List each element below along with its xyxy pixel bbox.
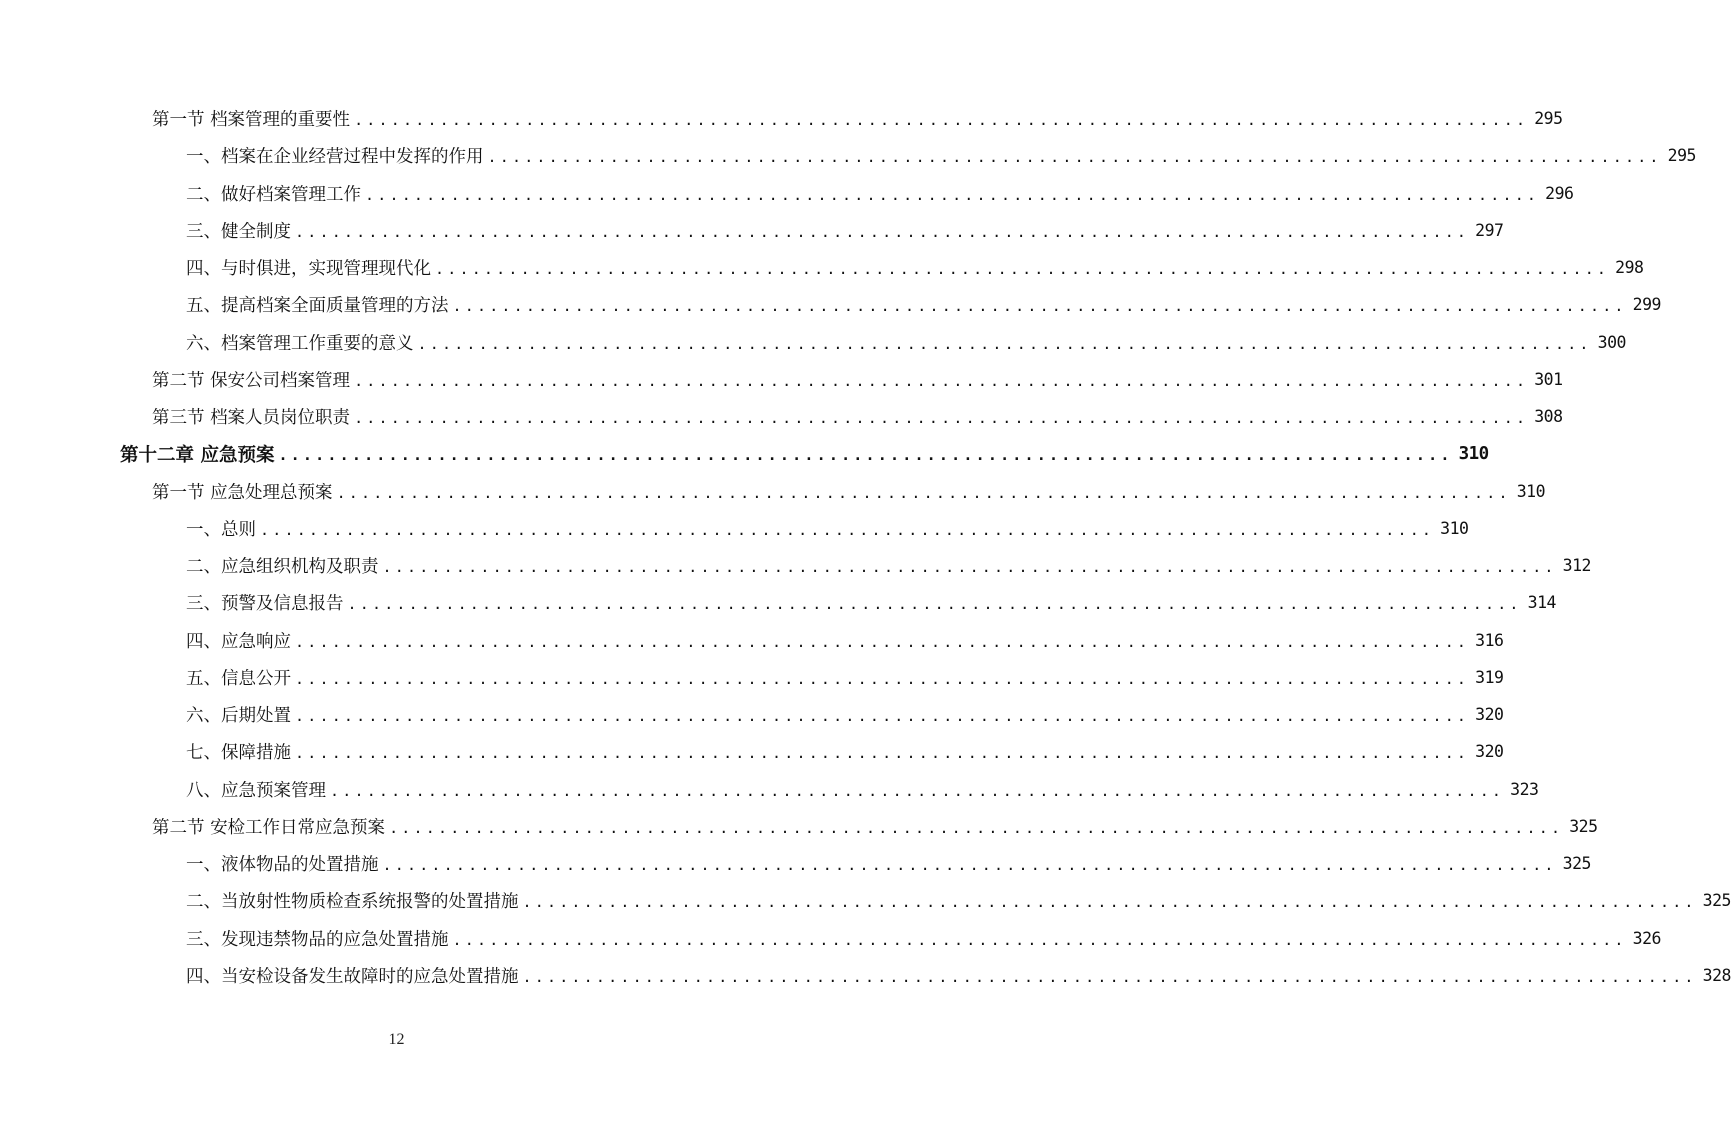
toc-entry-page: 296 [1545, 183, 1574, 203]
dot-leader: ................................................................................................ [452, 930, 1627, 949]
dot-leader: ................................................................................................ [522, 967, 1697, 986]
toc-entry-title: 三、预警及信息报告 [186, 590, 348, 615]
toc-entry-page: 312 [1562, 556, 1591, 576]
toc-entry[interactable] [0, 659, 1504, 696]
toc-entry-page: 295 [1667, 146, 1696, 166]
toc-entry-page: 326 [1632, 928, 1661, 948]
dot-leader: ................................................................................................ [347, 595, 1522, 614]
toc-entry[interactable] [0, 249, 1644, 286]
toc-entry-title: 第一节 档案管理的重要性 [152, 106, 354, 131]
dot-leader: ................................................................................................ [330, 781, 1505, 800]
dot-leader: ................................................................................................ [365, 185, 1540, 204]
toc-entry-title: 一、总则 [186, 516, 260, 541]
toc-entry-title: 八、应急预案管理 [186, 777, 330, 802]
toc-entry-title: 二、应急组织机构及职责 [186, 553, 383, 578]
toc-entry[interactable] [0, 808, 1598, 845]
dot-leader: ................................................................................................ [354, 409, 1529, 428]
toc-entry-title: 一、液体物品的处置措施 [186, 851, 383, 876]
toc-entry-page: 310 [1516, 481, 1546, 501]
toc-entry[interactable] [0, 212, 1504, 249]
dot-leader: ................................................................................................ [260, 520, 1435, 539]
toc-entry-page: 316 [1475, 630, 1504, 650]
dot-leader: ................................................................................................ [295, 744, 1470, 763]
toc-entry-page: 295 [1534, 109, 1563, 129]
toc-entry-title: 第二节 保安公司档案管理 [152, 367, 354, 392]
toc-entry-title: 第三节 档案人员岗位职责 [152, 404, 354, 429]
toc-entry-page: 297 [1475, 220, 1504, 240]
dot-leader: ................................................................................................ [435, 260, 1610, 279]
toc-entry[interactable] [0, 361, 1563, 398]
dot-leader: ................................................................................................ [295, 222, 1470, 241]
dot-leader: ................................................................................................ [522, 893, 1697, 912]
toc-entry[interactable] [0, 771, 1539, 808]
dot-leader: ................................................................................................ [295, 707, 1470, 726]
dot-leader: ................................................................................................ [382, 558, 1557, 577]
toc-entry[interactable] [0, 584, 1556, 621]
toc-entry-page: 323 [1510, 779, 1539, 799]
toc-entry-page: 310 [1458, 443, 1489, 464]
toc-entry-page: 308 [1534, 407, 1563, 427]
toc-entry-page: 314 [1527, 593, 1556, 613]
toc-entry[interactable] [0, 622, 1504, 659]
toc-entry-title: 五、信息公开 [186, 665, 295, 690]
toc-entry-page: 300 [1597, 332, 1626, 352]
toc-entry-page: 320 [1475, 742, 1504, 762]
dot-leader: ................................................................................................ [417, 334, 1592, 353]
toc-entry-title: 二、做好档案管理工作 [186, 181, 365, 206]
toc-entry-title: 三、发现违禁物品的应急处置措施 [186, 926, 453, 951]
toc-entry[interactable] [0, 175, 1574, 212]
toc-entry-title: 六、后期处置 [186, 702, 295, 727]
toc-entry-page: 325 [1562, 854, 1591, 874]
toc-entry[interactable] [0, 957, 1731, 994]
toc-entry-title: 一、档案在企业经营过程中发挥的作用 [186, 143, 488, 168]
toc-entry-title: 五、提高档案全面质量管理的方法 [186, 292, 453, 317]
page-number: 12 [388, 1031, 405, 1048]
toc-entry-page: 328 [1702, 965, 1731, 985]
toc-entry[interactable] [0, 398, 1563, 435]
toc-entry[interactable] [0, 920, 1661, 957]
dot-leader: ................................................................................................ [354, 111, 1529, 130]
toc-entry[interactable] [0, 137, 1696, 174]
dot-leader: ................................................................................................ [382, 856, 1557, 875]
toc-entry-page: 310 [1440, 518, 1469, 538]
toc-entry[interactable] [0, 547, 1591, 584]
toc-entry-title: 四、应急响应 [186, 628, 295, 653]
toc-entry-title: 三、健全制度 [186, 218, 295, 243]
toc-entry-title: 四、与时俱进，实现管理现代化 [186, 255, 435, 280]
toc-entry-page: 301 [1534, 369, 1563, 389]
dot-leader: ................................................................................................ [295, 632, 1470, 651]
toc-entry[interactable] [0, 696, 1504, 733]
toc-entry[interactable] [0, 324, 1626, 361]
toc-entry[interactable] [0, 286, 1661, 323]
toc-entry-title: 第十二章 应急预案 [120, 441, 278, 467]
toc-entry-title: 七、保障措施 [186, 739, 295, 764]
toc-entry[interactable] [0, 845, 1591, 882]
toc-entry[interactable] [0, 100, 1563, 137]
toc-entry-title: 六、档案管理工作重要的意义 [186, 330, 418, 355]
toc-entry-title: 第一节 应急处理总预案 [152, 479, 337, 504]
toc-chapter-entry[interactable] [0, 435, 1489, 472]
dot-leader: ................................................................................................ [452, 297, 1627, 316]
toc-entry-page: 325 [1702, 891, 1731, 911]
toc-entry[interactable] [0, 882, 1731, 919]
toc-entry-page: 319 [1475, 667, 1504, 687]
dot-leader: ................................................................................................ [354, 371, 1529, 390]
toc-entry[interactable] [0, 733, 1504, 770]
dot-leader: ................................................................................................ [336, 483, 1511, 502]
table-of-contents [0, 100, 1731, 994]
dot-leader: ................................................................................................ [389, 818, 1564, 837]
toc-entry-title: 四、当安检设备发生故障时的应急处置措施 [186, 963, 523, 988]
toc-entry-page: 299 [1632, 295, 1661, 315]
toc-entry-page: 325 [1569, 816, 1598, 836]
toc-entry[interactable] [0, 510, 1469, 547]
dot-leader: ................................................................................................ [295, 669, 1470, 688]
dot-leader: ................................................................................................ [487, 148, 1662, 167]
toc-entry[interactable] [0, 473, 1546, 510]
toc-entry-title: 第二节 安检工作日常应急预案 [152, 814, 389, 839]
toc-entry-title: 二、当放射性物质检查系统报警的处置措施 [186, 888, 523, 913]
toc-entry-page: 320 [1475, 705, 1504, 725]
dot-leader: ................................................................................................ [278, 446, 1453, 465]
toc-entry-page: 298 [1615, 258, 1644, 278]
